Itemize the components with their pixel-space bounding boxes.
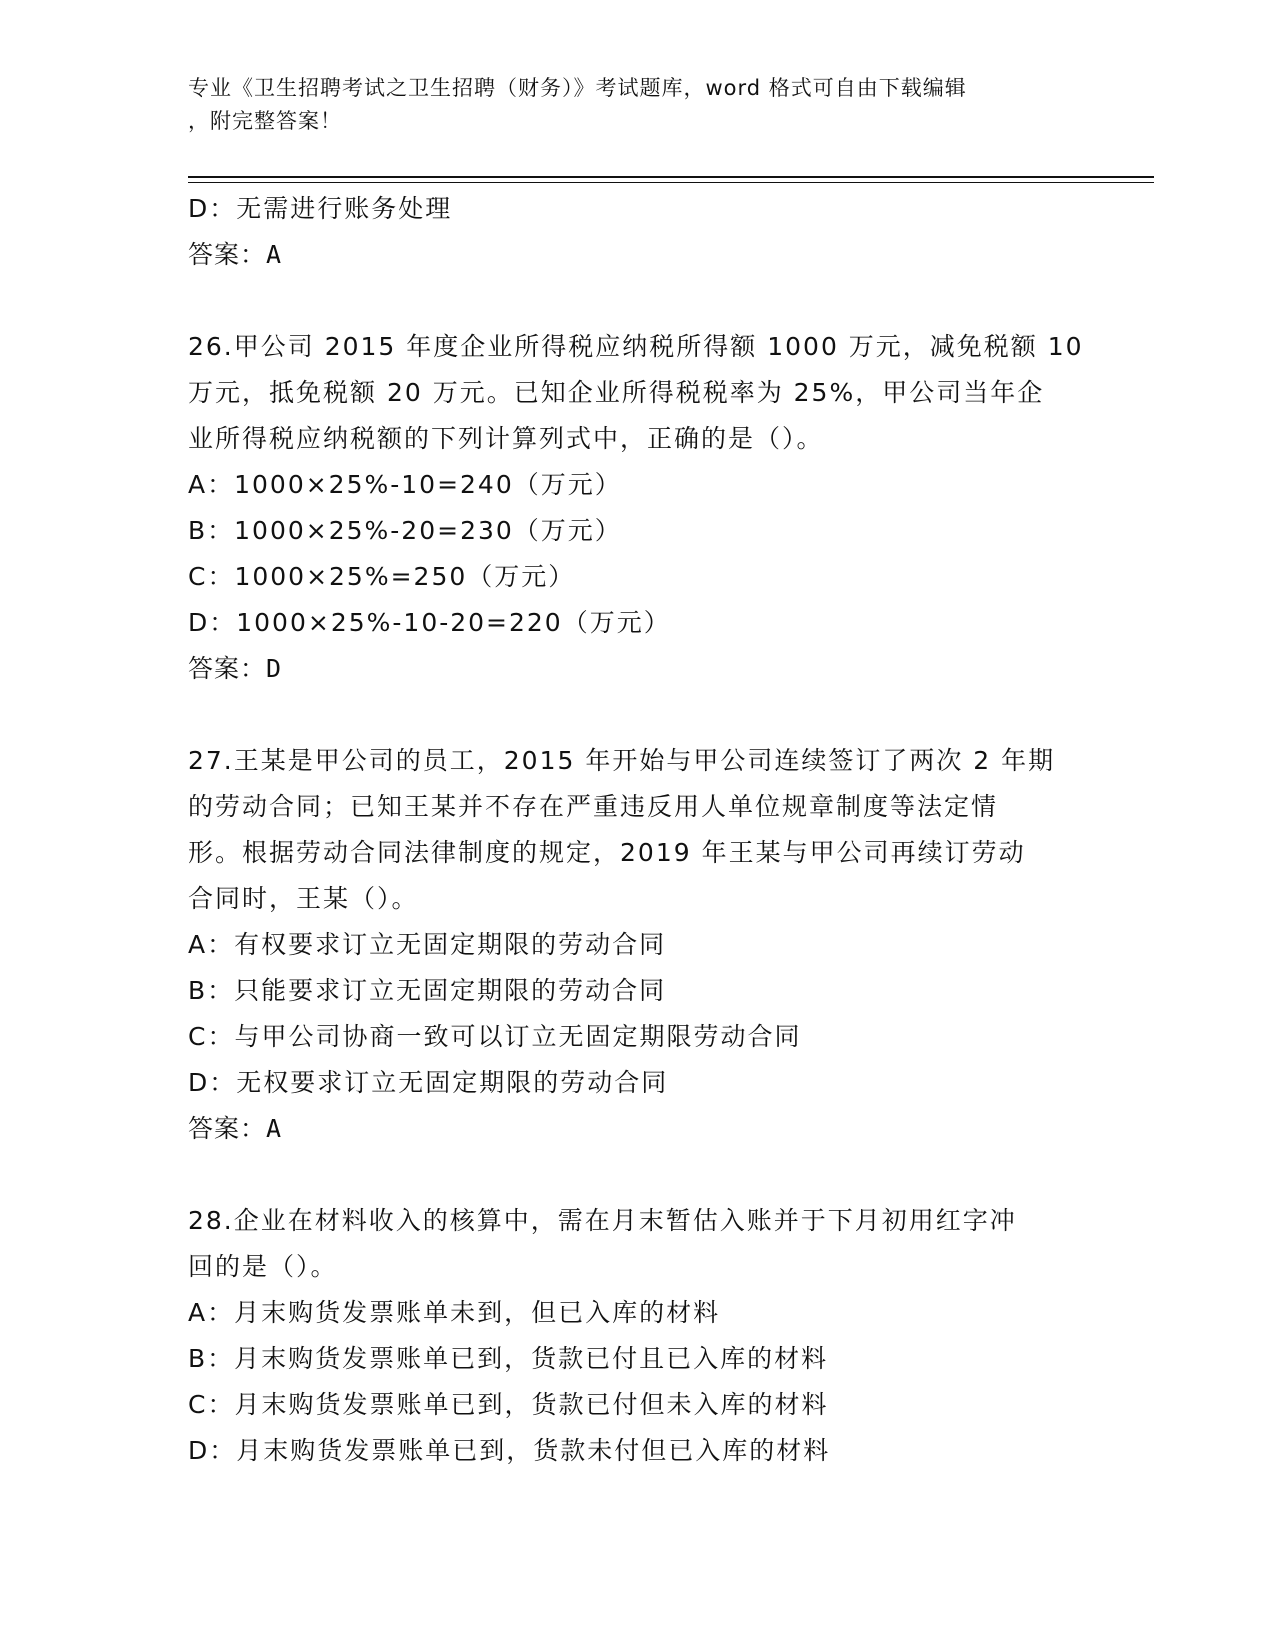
option-d: D：1000×25%-10-20=220（万元）	[188, 608, 671, 637]
option-a: A：月末购货发票账单未到，但已入库的材料	[188, 1298, 721, 1327]
option-c: C：1000×25%=250（万元）	[188, 562, 576, 591]
option-b: B：月末购货发票账单已到，货款已付且已入库的材料	[188, 1344, 829, 1373]
option-a: A：1000×25%-10=240（万元）	[188, 470, 622, 499]
spacer	[188, 1152, 1088, 1198]
answer-line: 答案：A	[188, 1114, 283, 1143]
question-27	[188, 738, 1088, 1152]
answer-line: 答案：D	[188, 654, 283, 683]
stem-line: 的劳动合同；已知王某并不存在严重违反用人单位规章制度等法定情	[188, 792, 999, 821]
stem-line: 27.王某是甲公司的员工，2015 年开始与甲公司连续签订了两次 2 年期	[188, 746, 1056, 775]
option-b: B：只能要求订立无固定期限的劳动合同	[188, 976, 667, 1005]
header-divider-thin	[188, 182, 1154, 183]
answer-line: 答案：A	[188, 240, 283, 269]
spacer	[188, 278, 1088, 324]
header-line-1: 专业《卫生招聘考试之卫生招聘（财务）》考试题库，word 格式可自由下载编辑	[188, 76, 967, 100]
question-stem	[188, 1198, 1088, 1290]
option-d: D：月末购货发票账单已到，货款未付但已入库的材料	[188, 1436, 831, 1465]
stem-line: 26.甲公司 2015 年度企业所得税应纳税所得额 1000 万元，减免税额 10	[188, 332, 1084, 361]
question-stem	[188, 738, 1088, 922]
header-line-2: ，附完整答案！	[188, 109, 342, 133]
question-28	[188, 1198, 1088, 1474]
spacer	[188, 692, 1088, 738]
stem-line: 合同时，王某（）。	[188, 884, 419, 913]
stem-line: 28.企业在材料收入的核算中，需在月末暂估入账并于下月初用红字冲	[188, 1206, 1017, 1235]
stem-line: 万元，抵免税额 20 万元。已知企业所得税税率为 25%，甲公司当年企	[188, 378, 1045, 407]
option-d: D：无权要求订立无固定期限的劳动合同	[188, 1068, 669, 1097]
header-divider-thick	[188, 176, 1154, 178]
option-c: C：与甲公司协商一致可以订立无固定期限劳动合同	[188, 1022, 802, 1051]
stem-line: 回的是（）。	[188, 1252, 338, 1281]
option-b: B：1000×25%-20=230（万元）	[188, 516, 622, 545]
question-stem	[188, 324, 1088, 462]
question-content	[188, 186, 1088, 1474]
option-d: D：无需进行账务处理	[188, 194, 453, 223]
stem-line: 业所得税应纳税额的下列计算列式中，正确的是（）。	[188, 424, 824, 453]
stem-line: 形。根据劳动合同法律制度的规定，2019 年王某与甲公司再续订劳动	[188, 838, 1026, 867]
option-a: A：有权要求订立无固定期限的劳动合同	[188, 930, 667, 959]
question-26	[188, 324, 1088, 692]
prev-question-block	[188, 186, 1088, 278]
option-c: C：月末购货发票账单已到，货款已付但未入库的材料	[188, 1390, 829, 1419]
document-header	[188, 72, 1068, 138]
